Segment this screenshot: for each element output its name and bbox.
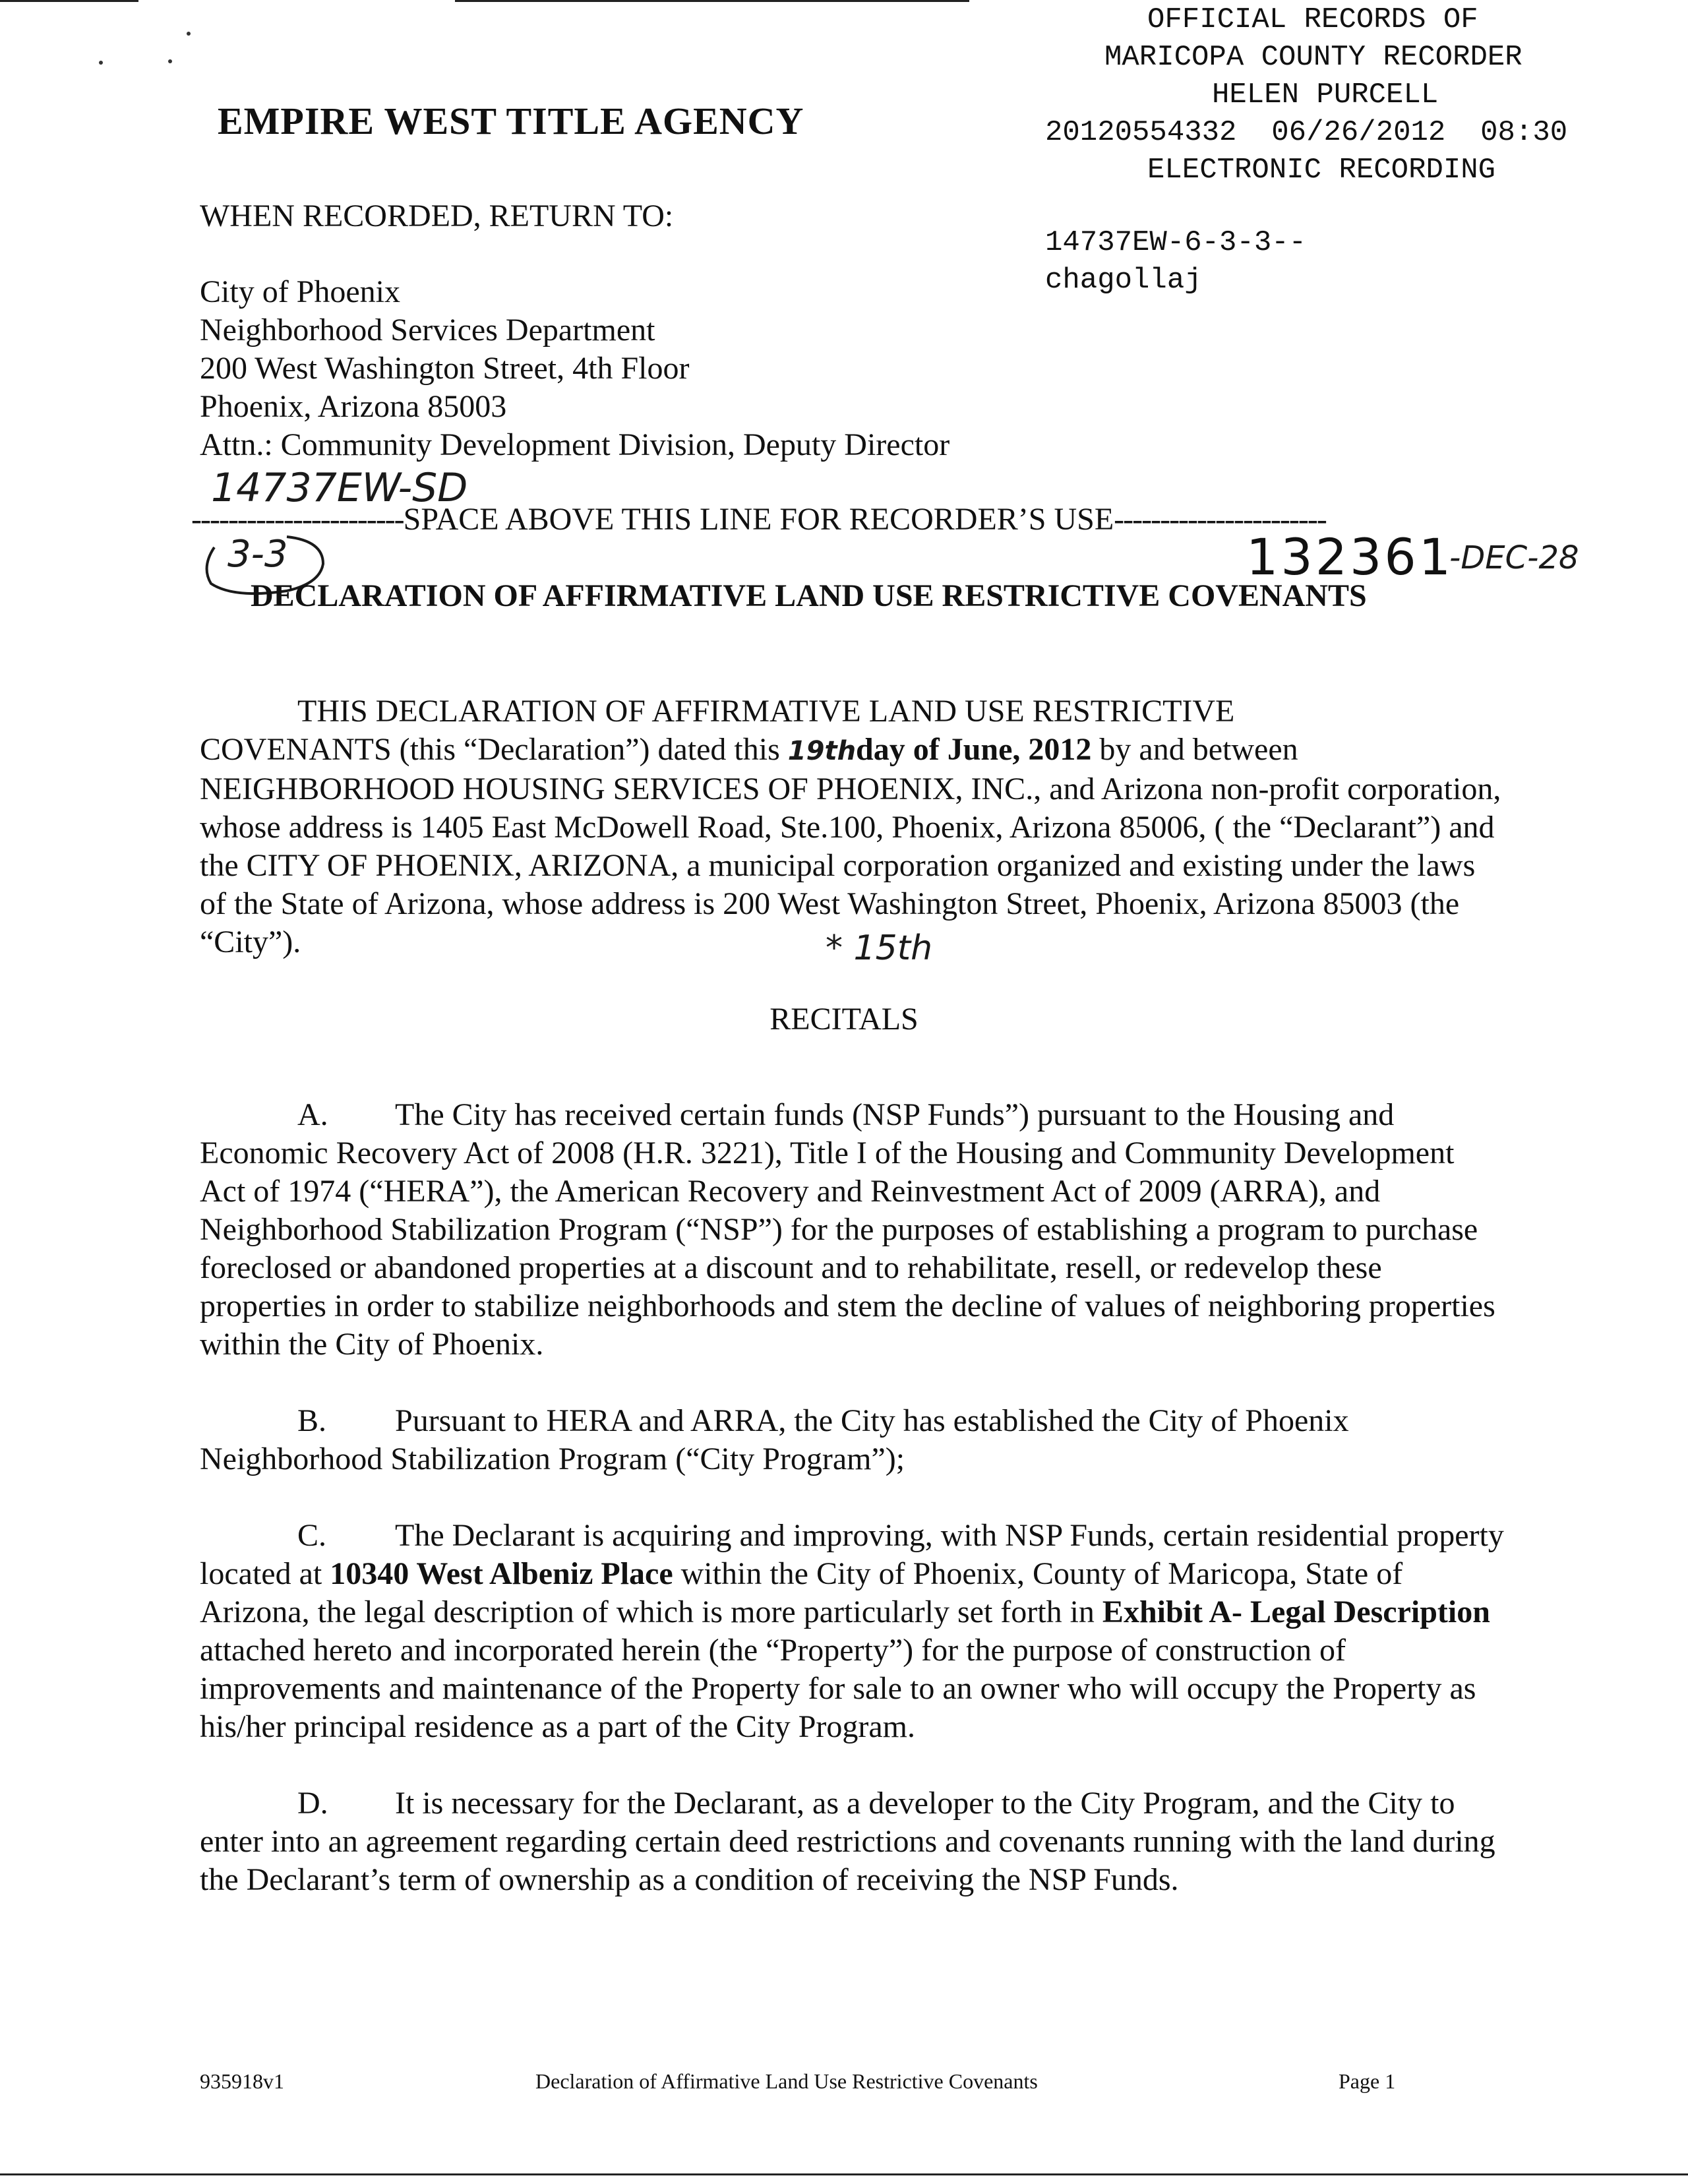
recorder-line: OFFICIAL RECORDS OF <box>1147 3 1478 36</box>
recital-label: C. <box>297 1518 327 1553</box>
recital-label: B. <box>297 1403 327 1438</box>
scan-edge-line <box>455 0 969 2</box>
date-correction: 19th <box>787 736 857 766</box>
recital-text: within the City of Phoenix, County of Maricopa, State of Arizona, the legal description of which is more particularly set forth in <box>200 1556 1403 1629</box>
return-to-label: WHEN RECORDED, RETURN TO: <box>200 198 674 233</box>
handwritten-file-number: 14737EW-SD <box>211 465 468 511</box>
recorder-space-text: SPACE ABOVE THIS LINE FOR RECORDER’S USE <box>403 502 1114 537</box>
title-agency-name: EMPIRE WEST TITLE AGENCY <box>218 100 804 142</box>
recital-a <box>200 1096 1505 1364</box>
recital-text: It is necessary for the Declarant, as a developer to the City Program, and the City to enter into an agreement regarding certain deed restrictions and covenants running with the land during the Declarant’s term of ownership as a condition of receiving the NSP Funds. <box>200 1786 1495 1897</box>
return-address-line: Phoenix, Arizona 85003 <box>200 389 507 424</box>
handwritten-margin-note: * 15th <box>826 928 933 968</box>
scan-speck <box>187 32 191 36</box>
recorder-space-line: -----------------------SPACE ABOVE THIS LINE FOR RECORDER’S USE----------------------- <box>191 502 1326 537</box>
recitals-heading: RECITALS <box>769 1002 919 1037</box>
scan-speck <box>168 59 172 63</box>
scan-edge-line <box>0 0 138 2</box>
intro-line: THIS DECLARATION OF AFFIRMATIVE LAND USE RESTRICTIVE <box>297 694 1235 729</box>
recital-d <box>200 1784 1505 1899</box>
stamp-number: 132361 <box>1246 528 1454 586</box>
property-address: 10340 West Albeniz Place <box>330 1556 673 1591</box>
recorder-line: ELECTRONIC RECORDING <box>1147 154 1496 187</box>
return-address-line: Neighborhood Services Department <box>200 313 655 348</box>
return-address-line: 200 West Washington Street, 4th Floor <box>200 351 690 386</box>
recital-b <box>200 1402 1505 1478</box>
handwritten-circle-note: 3-3 <box>227 533 288 576</box>
recital-text: The Declarant is acquiring and improving, with NSP Funds, certain residential property located at <box>200 1518 1504 1591</box>
intro-text: by and between <box>1091 732 1298 767</box>
reference-code: 14737EW-6-3-3-- <box>1045 226 1307 259</box>
scan-edge-line <box>0 2173 1688 2175</box>
recital-text: The City has received certain funds (NSP Funds”) pursuant to the Housing and Economic Recovery Act of 2008 (H.R. 3221), Title I of the Housing and Community Development Act of 1974 (“HERA”), the American Recovery and Reinvestment Act of 2009 (ARRA), and Neighborhood Stabilization Program (“NSP”) for the purposes of establishing a program to purchase foreclosed or abandoned properties at a discount and to rehabilitate, resell, or redevelop these properties in order to stabilize neighborhoods and stem the decline of values of neighboring properties within the City of Phoenix. <box>200 1097 1495 1362</box>
recorder-line: HELEN PURCELL <box>1212 78 1439 111</box>
return-address-line: Attn.: Community Development Division, Deputy Director <box>200 427 950 462</box>
intro-paragraph <box>200 692 1505 961</box>
intro-text: NEIGHBORHOOD HOUSING SERVICES OF PHOENIX, INC., and Arizona non-profit corporation, whose address is 1405 East McDowell Road, Ste.100, Phoenix, Arizona 85006, ( the “Declarant”) and the CITY OF PHOENIX, ARIZONA, a municipal corporation organized and existing under the laws of the State of Arizona, whose address is 200 West Washington Street, Phoenix, Arizona 85003 (the “City”). <box>200 772 1501 959</box>
exhibit-reference: Exhibit A- Legal Description <box>1102 1594 1490 1629</box>
scan-speck <box>99 61 103 65</box>
recital-text: attached hereto and incorporated herein (the “Property”) for the purpose of construction of improvements and maintenance of the Property for sale to an owner who will occupy the Property as his/her principal residence as a part of the City Program. <box>200 1633 1476 1744</box>
reference-user: chagollaj <box>1045 264 1202 297</box>
footer-page-number: Page 1 <box>1339 2069 1396 2093</box>
return-address-line: City of Phoenix <box>200 274 401 309</box>
recital-label: D. <box>297 1786 328 1821</box>
handwritten-stamp-suffix: -DEC-28 <box>1449 539 1579 576</box>
recital-label: A. <box>297 1097 328 1132</box>
intro-text: COVENANTS (this “Declaration”) dated this <box>200 732 788 767</box>
intro-date-bold: day of June, 2012 <box>856 732 1092 767</box>
document-title: DECLARATION OF AFFIRMATIVE LAND USE RESTRICTIVE COVENANTS <box>251 578 1367 613</box>
recording-number-date: 20120554332 06/26/2012 08:30 <box>1045 116 1568 149</box>
recital-text: Pursuant to HERA and ARRA, the City has established the City of Phoenix Neighborhood Stabilization Program (“City Program”); <box>200 1403 1349 1476</box>
footer-title: Declaration of Affirmative Land Use Restrictive Covenants <box>535 2069 1038 2093</box>
footer-doc-id: 935918v1 <box>200 2069 284 2093</box>
recorder-line: MARICOPA COUNTY RECORDER <box>1104 41 1522 74</box>
recital-c <box>200 1517 1505 1746</box>
